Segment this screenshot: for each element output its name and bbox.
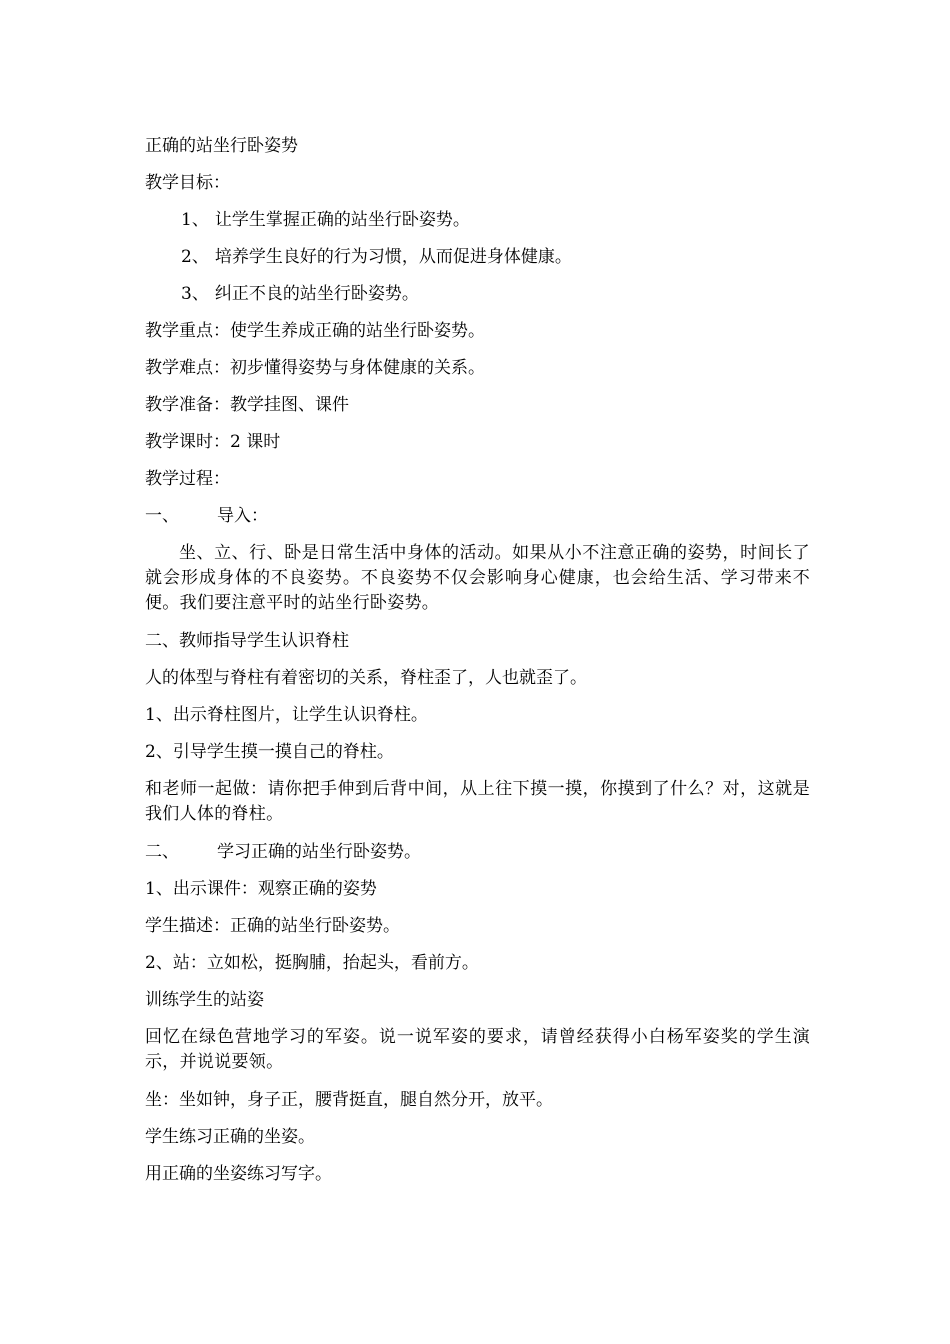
standing-posture: 2、站：立如松，挺胸脯，抬起头，看前方。: [145, 953, 479, 973]
sitting-posture: 坐：坐如钟，身子正，腰背挺直，腿自然分开，放平。: [145, 1090, 553, 1110]
objective-item-2: [145, 245, 810, 269]
objective-text: 纠正不良的站坐行卧姿势。: [214, 284, 419, 304]
objective-text: 培养学生良好的行为习惯，从而促进身体健康。: [214, 247, 572, 267]
section-number: 一、: [145, 506, 179, 526]
spine-intro: 人的体型与脊柱有着密切的关系，脊柱歪了，人也就歪了。: [145, 668, 587, 688]
difficulty: 教学难点：初步懂得姿势与身体健康的关系。: [145, 358, 485, 378]
spine-step-1: 1、出示脊柱图片，让学生认识脊柱。: [145, 705, 428, 725]
section-title: 学习正确的站坐行卧姿势。: [217, 842, 421, 862]
section-heading-spine: 二、教师指导学生认识脊柱: [145, 631, 349, 651]
practice-sitting: 学生练习正确的坐姿。: [145, 1127, 315, 1147]
objective-number: 2、: [181, 247, 209, 267]
objective-text: 让学生掌握正确的站坐行卧姿势。: [214, 210, 470, 230]
document-body: [145, 134, 810, 1199]
objective-number: 3、: [181, 284, 209, 304]
objectives-heading: 教学目标：: [145, 173, 230, 193]
military-posture: 回忆在绿色营地学习的军姿。说一说军姿的要求，请曾经获得小白杨军姿奖的学生演示，并说说要领。: [145, 1027, 810, 1072]
section-number: 二、: [145, 842, 179, 862]
process-heading: 教学过程：: [145, 469, 230, 489]
document-title: 正确的站坐行卧姿势: [145, 136, 298, 156]
intro-paragraph: 坐、立、行、卧是日常生活中身体的活动。如果从小不注意正确的姿势，时间长了就会形成身体的不良姿势。不良姿势不仅会影响身心健康，也会给生活、学习带来不便。我们要注意平时的站坐行卧姿势。: [145, 543, 810, 613]
objective-item-1: [145, 208, 810, 232]
objective-item-3: [145, 282, 810, 306]
section-heading-intro: [145, 504, 810, 528]
section-heading-posture: [145, 840, 810, 864]
preparation: 教学准备：教学挂图、课件: [145, 395, 349, 415]
students-describe: 学生描述：正确的站坐行卧姿势。: [145, 916, 400, 936]
train-standing: 训练学生的站姿: [145, 990, 264, 1010]
key-point: 教学重点：使学生养成正确的站坐行卧姿势。: [145, 321, 485, 341]
spine-step-2: 2、引导学生摸一摸自己的脊柱。: [145, 742, 394, 762]
objective-number: 1、: [181, 210, 209, 230]
section-title: 导入：: [217, 506, 268, 526]
practice-writing: 用正确的坐姿练习写字。: [145, 1164, 332, 1184]
class-periods: 教学课时：2 课时: [145, 432, 281, 452]
spine-activity: 和老师一起做：请你把手伸到后背中间，从上往下摸一摸，你摸到了什么？对，这就是我们人体的脊柱。: [145, 779, 810, 824]
posture-step-1: 1、出示课件：观察正确的姿势: [145, 879, 377, 899]
